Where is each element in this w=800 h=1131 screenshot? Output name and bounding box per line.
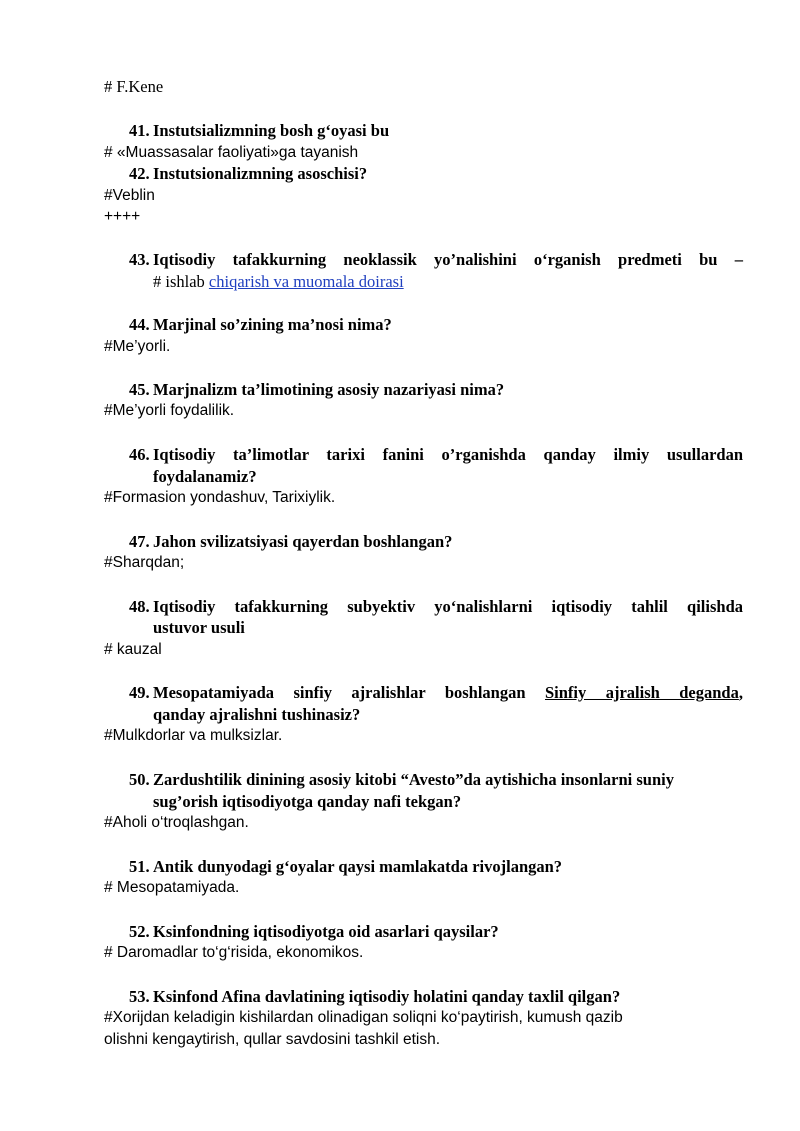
question-text: Iqtisodiy tafakkurning neoklassik yo’nalishini o‘rganish predmeti bu –	[153, 250, 743, 269]
question-text: Marjinal so’zining ma’nosi nima?	[153, 315, 392, 334]
question-number: 47.	[129, 532, 150, 551]
question-number: 48.	[129, 597, 150, 616]
question-47	[129, 532, 743, 552]
answer-53-line2: olishni kengaytirish, qullar savdosini tashkil etish.	[104, 1031, 440, 1048]
question-49-line2: qanday ajralishni tushinasiz?	[153, 705, 361, 724]
question-text-part: ,	[738, 683, 743, 702]
question-45	[129, 380, 743, 400]
question-number: 42.	[129, 164, 150, 183]
question-number: 43.	[129, 250, 150, 269]
underlined-phrase: Sinfiy ajralish deganda	[544, 683, 739, 702]
answer-48: # kauzal	[104, 641, 162, 658]
question-text: Instutsializmning bosh g‘oyasi bu	[153, 121, 390, 140]
question-text: Jahon svilizatsiyasi qayerdan boshlangan?	[153, 532, 453, 551]
question-51	[129, 857, 743, 877]
question-number: 44.	[129, 315, 150, 334]
question-text: Marjnalizm ta’limotining asosiy nazariyasi nima?	[153, 380, 505, 399]
answer-41: # «Muassasalar faoliyati»ga tayanish	[104, 144, 359, 161]
question-50	[129, 770, 743, 790]
question-46-line2: foydalanamiz?	[153, 467, 257, 486]
question-number: 53.	[129, 987, 150, 1006]
question-number: 50.	[129, 770, 150, 789]
answer-45: #Me’yorli foydalilik.	[104, 402, 235, 419]
question-number: 51.	[129, 857, 150, 876]
question-text-line1: Iqtisodiy ta’limotlar tarixi fanini o’rganishda qanday ilmiy usullardan	[153, 445, 743, 464]
answer-43	[153, 272, 404, 292]
question-42	[129, 164, 743, 184]
answer-46: #Formasion yondashuv, Tarixiylik.	[104, 489, 336, 506]
answer-53-line1: #Xorijdan keladigin kishilardan olinadigan soliqni ko‘paytirish, kumush qazib	[104, 1009, 623, 1026]
question-text: Antik dunyodagi g‘oyalar qaysi mamlakatda rivojlangan?	[153, 857, 563, 876]
question-48	[129, 597, 743, 617]
question-text: Ksinfondning iqtisodiyotga oid asarlari qaysilar?	[153, 922, 499, 941]
question-43	[129, 250, 743, 270]
answer-42-extra: ++++	[104, 208, 141, 225]
question-text-line1: Zardushtilik dinining asosiy kitobi “Avesto”da aytishicha insonlarni suniy	[153, 770, 674, 789]
answer-47: #Sharqdan;	[104, 554, 185, 571]
question-52	[129, 922, 743, 942]
answer-42: #Veblin	[104, 187, 155, 204]
question-53	[129, 987, 743, 1007]
question-number: 52.	[129, 922, 150, 941]
question-number: 45.	[129, 380, 150, 399]
question-text: Instutsionalizmning asoschisi?	[153, 164, 368, 183]
question-41	[129, 121, 743, 141]
question-46	[129, 445, 743, 465]
question-text: Ksinfond Afina davlatining iqtisodiy holatini qanday taxlil qilgan?	[153, 987, 621, 1006]
answer-52: # Daromadlar to‘g‘risida, ekonomikos.	[104, 944, 364, 961]
question-text-part: Mesopatamiyada sinfiy ajralishlar boshlangan	[153, 683, 545, 702]
answer-50: #Aholi o‘troqlashgan.	[104, 814, 249, 831]
question-48-line2: ustuvor usuli	[153, 618, 245, 637]
question-44	[129, 315, 743, 335]
question-text-line1	[153, 683, 743, 703]
question-number: 41.	[129, 121, 150, 140]
answer-prefix: # ishlab	[153, 272, 209, 291]
question-number: 46.	[129, 445, 150, 464]
question-50-line2: sug’orish iqtisodiyotga qanday nafi tekgan?	[153, 792, 462, 811]
answer-49: #Mulkdorlar va mulksizlar.	[104, 727, 283, 744]
question-text-line1: Iqtisodiy tafakkurning subyektiv yo‘nalishlarni iqtisodiy tahlil qilishda	[153, 597, 743, 616]
question-number: 49.	[129, 683, 150, 702]
answer-44: #Me’yorli.	[104, 338, 171, 355]
question-49	[129, 683, 743, 703]
answer-51: # Mesopatamiyada.	[104, 879, 240, 896]
intro-answer: # F.Kene	[104, 77, 164, 96]
answer-link[interactable]: chiqarish va muomala doirasi	[208, 272, 404, 291]
